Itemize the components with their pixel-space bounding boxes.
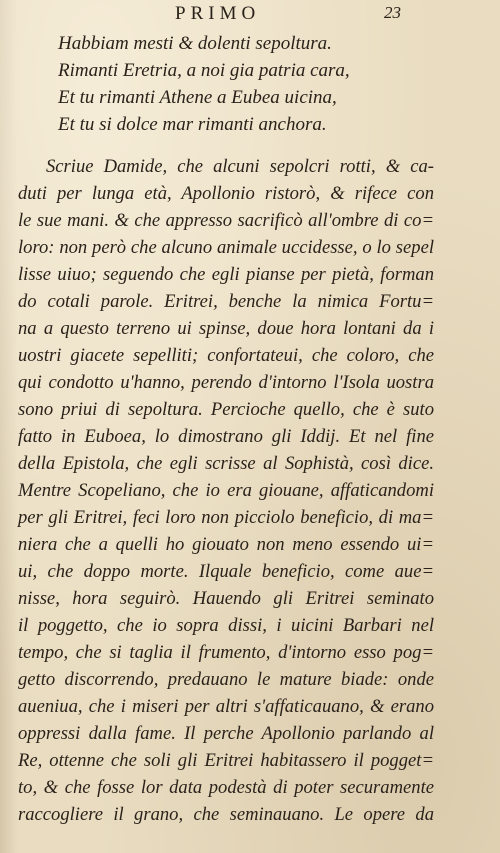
verse-line: Habbiam mesti & dolenti sepoltura.	[58, 33, 332, 54]
prose-line: per gli Eritrei, feci loro non picciolo beneficio, di ma=	[18, 507, 434, 528]
verse-line: Et tu si dolce mar rimanti anchora.	[58, 114, 327, 135]
prose-line: il poggetto, che io sopra dissi, i uicini Barbari nel	[18, 615, 434, 636]
prose-line: to, & che fosse lor data podestà di poter securamente	[18, 777, 434, 798]
prose-line: Mentre Scopeliano, che io era giouane, affaticandomi	[18, 480, 434, 501]
prose-line: na a questo terreno ui spinse, doue hora lontani da i	[18, 318, 434, 339]
prose-line: lisse uiuo; seguendo che egli pianse per pietà, forman	[18, 264, 434, 285]
page-number: 23	[384, 3, 401, 22]
prose-line: uostri giacete sepelliti; confortateui, che coloro, che	[18, 345, 434, 366]
verse-block	[58, 30, 478, 138]
verse-line: Rimanti Eretria, a noi gia patria cara,	[58, 60, 350, 81]
prose-line: duti per lunga età, Apollonio ristorò, & rifece con	[18, 183, 434, 204]
prose-line: sono priui di sepoltura. Percioche quello, che è suto	[18, 399, 434, 420]
running-head	[0, 3, 500, 27]
prose-line: Scriue Damide, che alcuni sepolcri rotti, & ca-	[46, 156, 434, 177]
prose-line: loro: non però che alcuno animale uccidesse, o lo sepel	[18, 237, 434, 258]
prose-line: le sue mani. & che appresso sacrificò all'ombre di co=	[18, 210, 434, 231]
prose-line: ui, che doppo morte. Ilquale beneficio, come aue=	[18, 561, 434, 582]
prose-line: fatto in Euboea, lo dimostrano gli Iddij. Et nel fine	[18, 426, 434, 447]
prose-line: oppressi dalla fame. Il perche Apollonio parlando al	[18, 723, 434, 744]
prose-line: qui condotto u'hanno, perendo d'intorno l'Isola uostra	[18, 372, 434, 393]
verse-line: Et tu rimanti Athene a Eubea uicina,	[58, 87, 337, 108]
prose-line: raccogliere il grano, che seminauano. Le opere da	[18, 804, 434, 825]
prose-line: niera che a quelli ho giouato non meno essendo ui=	[18, 534, 434, 555]
prose-line: do cotali parole. Eritrei, benche la nimica Fortu=	[18, 291, 434, 312]
running-head-title: PRIMO	[175, 3, 261, 24]
prose-line: Re, ottenne che soli gli Eritrei habitassero il pogget=	[18, 750, 434, 771]
prose-line: della Epistola, che egli scrisse al Sophistà, così dice.	[18, 453, 434, 474]
prose-line: aueniua, che i miseri per altri s'affaticauano, & erano	[18, 696, 434, 717]
prose-line: getto discorrendo, predauano le mature biade: onde	[18, 669, 434, 690]
prose-block	[18, 153, 434, 828]
prose-line: nisse, hora seguirò. Hauendo gli Eritrei seminato	[18, 588, 434, 609]
prose-line: tempo, che si taglia il frumento, d'intorno esso pog=	[18, 642, 434, 663]
